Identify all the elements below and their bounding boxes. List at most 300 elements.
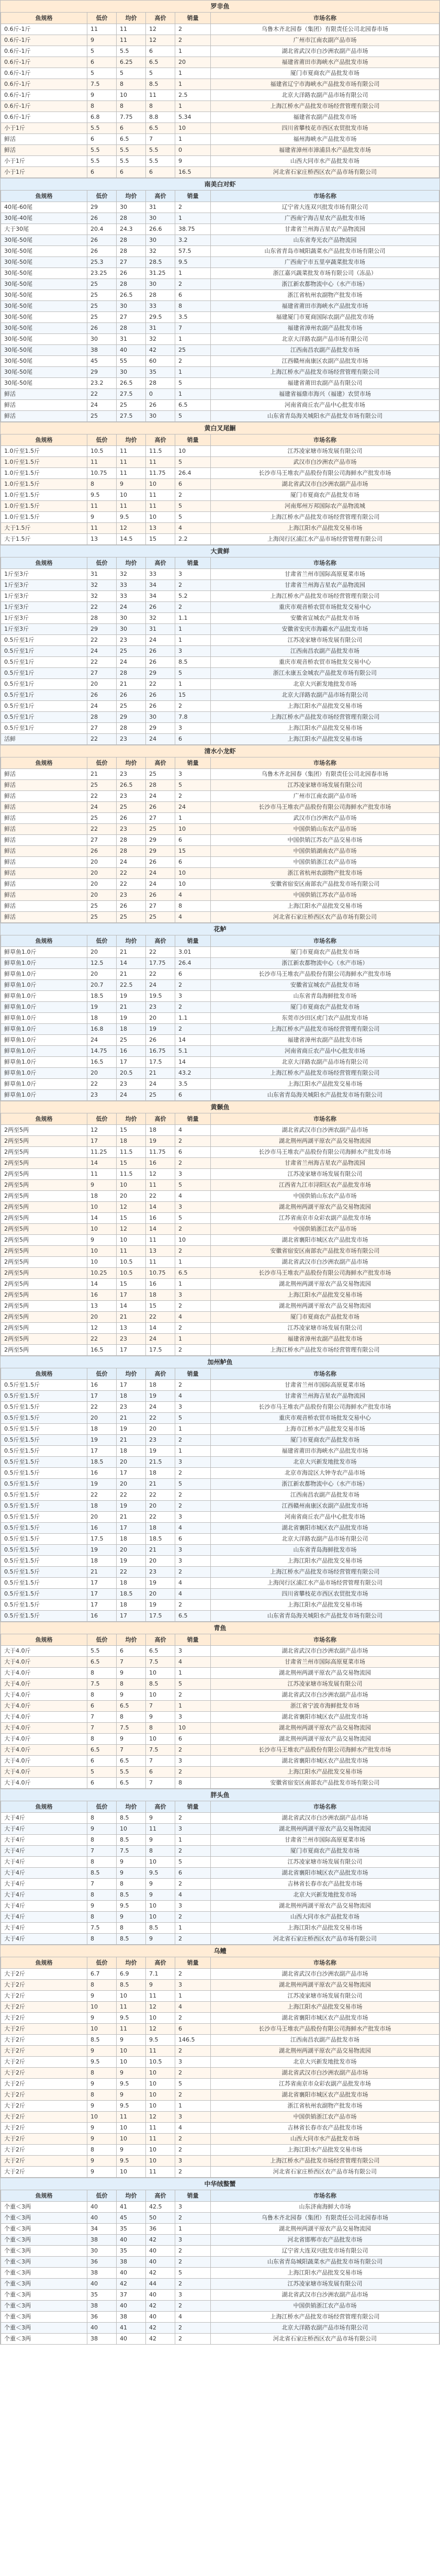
market-cell: 上海江阳水产品批发交易市场 [211, 1079, 439, 1090]
high-price-cell: 7 [146, 1756, 175, 1767]
low-price-cell: 16 [87, 1523, 117, 1534]
market-cell: 上海江阳水产品批发交易市场 [211, 1600, 439, 1611]
spec-cell: 0.5斤至1斤 [1, 712, 87, 723]
table-body [1, 446, 439, 545]
high-price-cell: 7.1 [146, 1969, 175, 1980]
volume-cell: 1 [175, 624, 211, 635]
market-cell: 江西南昌农副产品批发市场 [211, 646, 439, 657]
market-cell: 河南省商丘农产品中心批发市场 [211, 1046, 439, 1057]
avg-price-cell: 21 [117, 679, 146, 690]
table-row [1, 1501, 439, 1512]
volume-cell: 2 [175, 35, 211, 46]
price-table [1, 757, 439, 923]
volume-cell: 2 [175, 2013, 211, 2024]
high-price-cell: 0 [146, 389, 175, 400]
high-price-cell: 11 [146, 1180, 175, 1191]
low-price-cell: 17.5 [87, 1534, 117, 1545]
high-price-cell: 11 [146, 2167, 175, 2178]
high-price-cell: 13 [146, 523, 175, 534]
avg-price-cell: 40 [117, 2301, 146, 2312]
table-row [1, 523, 439, 534]
table-row [1, 411, 439, 422]
volume-cell: 2 [175, 1158, 211, 1169]
volume-cell: 2 [175, 1846, 211, 1857]
table-row [1, 1435, 439, 1446]
avg-price-cell: 9 [117, 2068, 146, 2079]
spec-cell: 大于4.0斤 [1, 1690, 87, 1701]
volume-cell: 1 [175, 68, 211, 79]
volume-cell: 4 [175, 1578, 211, 1589]
avg-price-cell: 20 [117, 1545, 146, 1556]
market-cell: 上海江桥水产品批发市场经营管理有限公司 [211, 367, 439, 378]
spec-cell: 鲜草鱼1.0斤 [1, 991, 87, 1002]
header-row [1, 191, 439, 202]
volume-cell: 3 [175, 1824, 211, 1835]
market-cell: 湖北省襄阳市城区农产品批发市场 [211, 1868, 439, 1879]
table-row [1, 1600, 439, 1611]
table-row [1, 613, 439, 624]
avg-price-cell: 8.5 [117, 1813, 146, 1824]
high-price-cell: 11 [146, 90, 175, 101]
volume-cell: 15 [175, 846, 211, 857]
spec-header: 鱼规格 [1, 1957, 87, 1969]
spec-cell: 鲜草鱼1.0斤 [1, 1035, 87, 1046]
volume-cell: 1.1 [175, 1013, 211, 1024]
market-cell: 中国供销浙江农产品市场 [211, 2112, 439, 2123]
spec-cell: 大于2斤 [1, 2024, 87, 2035]
high-price-cell: 27 [146, 901, 175, 912]
low-price-cell: 23 [87, 1090, 117, 1101]
high-price-cell: 16 [146, 1158, 175, 1169]
low-price-cell: 29 [87, 367, 117, 378]
avg-price-cell: 8 [117, 1879, 146, 1890]
high-price-cell: 8.5 [146, 1923, 175, 1934]
volume-header: 销量 [175, 1634, 211, 1646]
volume-cell: 2 [175, 701, 211, 712]
high-price-cell: 23 [146, 1567, 175, 1578]
volume-cell: 3 [175, 2057, 211, 2068]
high-price-cell: 30 [146, 712, 175, 723]
spec-cell: 1斤至3斤 [1, 624, 87, 635]
high-price-cell: 29 [146, 846, 175, 857]
high-price-cell: 9 [146, 1879, 175, 1890]
market-cell: 河南省商丘农产品中心批发市场 [211, 400, 439, 411]
market-cell: 重庆市观音桥农贸市场批发交易中心 [211, 657, 439, 668]
avg-price-cell: 24 [117, 857, 146, 868]
low-price-cell: 10 [87, 1224, 117, 1235]
high-price-cell: 24 [146, 791, 175, 802]
table-row [1, 1923, 439, 1934]
spec-cell: 大于2斤 [1, 2112, 87, 2123]
table-row [1, 1512, 439, 1523]
avg-price-cell: 8.5 [117, 1980, 146, 1991]
market-cell: 辽宁省大连双兴批发市场有限公司 [211, 2246, 439, 2257]
high-price-header: 高价 [146, 1801, 175, 1813]
table-row [1, 2290, 439, 2301]
high-price-cell: 24 [146, 1334, 175, 1345]
low-price-cell: 31 [87, 569, 117, 580]
volume-cell: 9 [175, 156, 211, 167]
table-head [1, 935, 439, 947]
price-table [1, 1113, 439, 1356]
table-row [1, 1068, 439, 1079]
table-row [1, 668, 439, 679]
high-price-cell: 10 [146, 2079, 175, 2090]
table-row [1, 890, 439, 901]
low-price-cell: 9 [87, 1235, 117, 1246]
table-body [1, 947, 439, 1101]
avg-price-cell: 10.5 [117, 1268, 146, 1279]
species-section [0, 422, 440, 545]
table-row [1, 712, 439, 723]
low-price-cell: 16.5 [87, 1345, 117, 1356]
avg-price-cell: 9.5 [117, 2013, 146, 2024]
volume-cell: 1 [175, 679, 211, 690]
volume-cell: 10 [175, 868, 211, 879]
high-price-cell: 11.75 [146, 468, 175, 479]
market-cell: 甘肃省兰州市国际高原夏菜市场 [211, 1657, 439, 1668]
market-cell: 中国供销浙江农产品市场 [211, 857, 439, 868]
price-table [1, 190, 439, 422]
market-cell: 中国供销江苏农产品交易市场 [211, 835, 439, 846]
table-row [1, 635, 439, 646]
spec-cell: 1.0斤至1.5斤 [1, 501, 87, 512]
table-row [1, 2213, 439, 2224]
market-cell: 浙江嘉兴蔬菜批发市场有限公司（冻品） [211, 268, 439, 279]
section-title: 中华绒螯蟹 [1, 2178, 439, 2190]
spec-cell: 大于1.5斤 [1, 534, 87, 545]
low-price-cell: 8 [87, 479, 117, 490]
volume-cell: 2 [175, 1468, 211, 1479]
avg-price-cell: 24 [117, 1090, 146, 1101]
market-cell: 湖北省武汉市白沙洲农副产品市场 [211, 1646, 439, 1657]
high-price-cell: 19 [146, 1391, 175, 1402]
avg-price-cell: 18 [117, 1600, 146, 1611]
avg-price-cell: 9.5 [117, 1901, 146, 1912]
avg-price-cell: 10 [117, 2134, 146, 2145]
volume-cell: 1 [175, 813, 211, 824]
spec-cell: 0.5斤至1斤 [1, 635, 87, 646]
table-row [1, 1712, 439, 1723]
high-price-cell: 6.5 [146, 123, 175, 134]
low-price-cell: 20 [87, 1512, 117, 1523]
low-price-cell: 6 [87, 1778, 117, 1789]
table-row [1, 791, 439, 802]
table-row [1, 1824, 439, 1835]
volume-cell: 2 [175, 2257, 211, 2268]
table-row [1, 657, 439, 668]
volume-cell: 4 [175, 1890, 211, 1901]
volume-header: 销量 [175, 2190, 211, 2202]
market-cell: 上海江阳水产品批发交易市场 [211, 1290, 439, 1301]
high-price-cell: 14 [146, 1323, 175, 1334]
high-price-cell: 17.5 [146, 1345, 175, 1356]
header-row [1, 1368, 439, 1380]
spec-cell: 1斤至3斤 [1, 613, 87, 624]
market-cell: 福建省莆田农副产品有限公司 [211, 378, 439, 389]
table-row [1, 1279, 439, 1290]
low-price-header: 低价 [87, 935, 117, 947]
market-header: 市场名称 [211, 1634, 439, 1646]
low-price-cell: 17 [87, 1391, 117, 1402]
low-price-cell: 6 [87, 1701, 117, 1712]
market-cell: 乌鲁木齐北园春（集团）有限责任公司北园春市场 [211, 24, 439, 35]
avg-price-cell: 9 [117, 1857, 146, 1868]
market-cell: 长沙市马王堆农产品股份有限公司海鲜水产批发市场 [211, 1402, 439, 1413]
high-price-cell: 11.5 [146, 446, 175, 457]
table-row [1, 1934, 439, 1945]
volume-cell: 2 [175, 24, 211, 35]
market-cell: 江苏省南京市众彩农副产品批发市场 [211, 2079, 439, 2090]
price-table [1, 2190, 439, 2345]
volume-cell: 6.5 [175, 400, 211, 411]
avg-price-cell: 28 [117, 235, 146, 246]
avg-price-cell: 41 [117, 2202, 146, 2213]
market-cell: 湖北省武汉市白沙洲农副产品市场 [211, 2290, 439, 2301]
low-price-cell: 8 [87, 1668, 117, 1679]
spec-cell: 1斤至3斤 [1, 591, 87, 602]
high-price-cell: 29 [146, 668, 175, 679]
spec-cell: 鲜活 [1, 868, 87, 879]
market-cell: 湖北荆州两湖平原农产品交易物流园 [211, 1136, 439, 1147]
table-row [1, 490, 439, 501]
spec-cell: 2两至5两 [1, 1158, 87, 1169]
high-price-cell: 21 [146, 1068, 175, 1079]
market-header: 市场名称 [211, 191, 439, 202]
high-price-cell: 11 [146, 1235, 175, 1246]
market-cell: 湖北省襄阳市城区农产品批发市场 [211, 2013, 439, 2024]
spec-cell: 大于2斤 [1, 2057, 87, 2068]
avg-price-cell: 14 [117, 958, 146, 969]
market-cell: 上海江阳水产品批发交易市场 [211, 1767, 439, 1778]
avg-price-cell: 23 [117, 1334, 146, 1345]
spec-cell: 小于1斤 [1, 167, 87, 178]
spec-header: 鱼规格 [1, 1801, 87, 1813]
high-price-cell: 42.5 [146, 2202, 175, 2213]
header-row [1, 1957, 439, 1969]
market-cell: 上海江桥水产品批发市场经营管理有限公司 [211, 1345, 439, 1356]
avg-price-cell: 25 [117, 701, 146, 712]
high-price-cell: 5.5 [146, 156, 175, 167]
low-price-cell: 27 [87, 835, 117, 846]
high-price-cell: 8 [146, 1723, 175, 1734]
market-cell: 上海江桥水产品批发市场经营管理有限公司 [211, 1068, 439, 1079]
high-price-cell: 10 [146, 2101, 175, 2112]
market-cell: 湖北荆州两湖平原农产品交易物流园 [211, 2224, 439, 2235]
low-price-cell: 11 [87, 1169, 117, 1180]
spec-cell: 大于2斤 [1, 2101, 87, 2112]
volume-cell: 1.1 [175, 613, 211, 624]
low-price-cell: 25 [87, 780, 117, 791]
low-price-cell: 10 [87, 1246, 117, 1257]
table-row [1, 2046, 439, 2057]
low-price-cell: 25 [87, 290, 117, 301]
market-cell: 广州市江南农副产品市场 [211, 35, 439, 46]
market-cell: 四川省攀枝花市西区农贸批发市场 [211, 123, 439, 134]
high-price-cell: 5.5 [146, 145, 175, 156]
low-price-cell: 20 [87, 1413, 117, 1424]
high-price-cell: 11 [146, 1257, 175, 1268]
avg-price-cell: 12 [117, 523, 146, 534]
spec-cell: 大于2斤 [1, 2068, 87, 2079]
table-head [1, 1801, 439, 1813]
market-cell: 江西南昌农副产品批发市场 [211, 345, 439, 356]
low-price-cell: 18 [87, 1556, 117, 1567]
market-cell: 河北省石家庄桥西区农产品市场有限公司 [211, 2334, 439, 2345]
spec-cell: 大于2斤 [1, 2145, 87, 2156]
market-cell: 甘肃省兰州海吉星农产品物流园 [211, 224, 439, 235]
avg-price-cell: 23 [117, 791, 146, 802]
table-row [1, 2134, 439, 2145]
avg-price-header: 均价 [117, 13, 146, 24]
table-row [1, 2323, 439, 2334]
table-row [1, 1723, 439, 1734]
table-row [1, 1345, 439, 1356]
table-row [1, 156, 439, 167]
avg-price-cell: 20.5 [117, 1068, 146, 1079]
avg-price-cell: 10 [117, 490, 146, 501]
header-row [1, 557, 439, 569]
market-cell: 北京大洋路农副产品市场有限公司 [211, 334, 439, 345]
low-price-cell: 26 [87, 213, 117, 224]
volume-cell: 4 [175, 1125, 211, 1136]
market-cell: 江苏凌家塘市场发展有限公司 [211, 1169, 439, 1180]
high-price-cell: 22 [146, 947, 175, 958]
table-row [1, 1778, 439, 1789]
species-section [0, 2178, 440, 2345]
volume-cell: 6.5 [175, 1268, 211, 1279]
avg-price-cell: 25 [117, 646, 146, 657]
volume-cell: 3.2 [175, 235, 211, 246]
market-cell: 河北省石家庄桥西区农产品市场有限公司 [211, 912, 439, 923]
avg-price-cell: 18 [117, 1136, 146, 1147]
low-price-cell: 9 [87, 2156, 117, 2167]
market-cell: 长沙市马王堆农产品股份有限公司海鲜水产批发市场 [211, 802, 439, 813]
species-section [0, 1622, 440, 1789]
market-cell: 湖北省襄阳市城区农产品批发市场 [211, 2090, 439, 2101]
market-cell: 北京大兴新发地批发市场 [211, 1890, 439, 1901]
volume-cell: 4 [175, 2123, 211, 2134]
low-price-cell: 19 [87, 1435, 117, 1446]
market-cell: 北京大兴新发地批发市场 [211, 2057, 439, 2068]
avg-price-cell: 19 [117, 1501, 146, 1512]
volume-cell: 3 [175, 646, 211, 657]
table-row [1, 479, 439, 490]
table-row [1, 213, 439, 224]
avg-price-cell: 10 [117, 2057, 146, 2068]
spec-header: 鱼规格 [1, 757, 87, 769]
low-price-cell: 9 [87, 90, 117, 101]
high-price-cell: 24 [146, 868, 175, 879]
avg-price-cell: 17 [117, 1380, 146, 1391]
high-price-cell: 24 [146, 980, 175, 991]
avg-price-cell: 27.5 [117, 411, 146, 422]
table-body [1, 1969, 439, 2178]
avg-price-cell: 17 [117, 1290, 146, 1301]
high-price-cell: 22 [146, 1512, 175, 1523]
volume-cell: 2 [175, 202, 211, 213]
high-price-header: 高价 [146, 191, 175, 202]
volume-cell: 4 [175, 1391, 211, 1402]
spec-cell: 个重＜3两 [1, 2268, 87, 2279]
spec-cell: 0.5斤至1.5斤 [1, 1435, 87, 1446]
table-row [1, 1079, 439, 1090]
spec-cell: 0.5斤至1.5斤 [1, 1589, 87, 1600]
spec-cell: 0.5斤至1.5斤 [1, 1468, 87, 1479]
volume-cell: 2 [175, 980, 211, 991]
avg-price-header: 均价 [117, 434, 146, 446]
table-row [1, 1901, 439, 1912]
volume-cell: 1 [175, 635, 211, 646]
low-price-cell: 8 [87, 2090, 117, 2101]
avg-price-cell: 5.5 [117, 145, 146, 156]
low-price-cell: 40 [87, 2213, 117, 2224]
volume-header: 销量 [175, 191, 211, 202]
table-body [1, 1813, 439, 1945]
low-price-cell: 16 [87, 1290, 117, 1301]
market-cell: 上海江桥水产品批发市场经营管理有限公司 [211, 2312, 439, 2323]
high-price-header: 高价 [146, 2190, 175, 2202]
high-price-cell: 10 [146, 1912, 175, 1923]
low-price-cell: 17 [87, 1589, 117, 1600]
volume-cell: 43.2 [175, 1068, 211, 1079]
table-row [1, 2145, 439, 2156]
high-price-cell: 9 [146, 1934, 175, 1945]
table-row [1, 2246, 439, 2257]
low-price-cell: 5.5 [87, 145, 117, 156]
low-price-cell: 24 [87, 802, 117, 813]
table-row [1, 2279, 439, 2290]
low-price-cell: 22 [87, 635, 117, 646]
market-cell: 上海江阳水产品批发交易市场 [211, 701, 439, 712]
spec-cell: 个重＜3两 [1, 2290, 87, 2301]
spec-cell: 大于4.0斤 [1, 1734, 87, 1745]
avg-price-cell: 11.5 [117, 1147, 146, 1158]
species-section [0, 1356, 440, 1622]
market-cell: 山西大同市水产品批发市场 [211, 2134, 439, 2145]
market-cell: 浙江省杭州农副物产批发市场 [211, 2101, 439, 2112]
high-price-cell: 12 [146, 24, 175, 35]
high-price-cell: 11 [146, 1991, 175, 2002]
spec-cell: 0.5斤至1斤 [1, 701, 87, 712]
avg-price-cell: 28 [117, 323, 146, 334]
spec-cell: 30尾-50尾 [1, 279, 87, 290]
low-price-cell: 7 [87, 1879, 117, 1890]
volume-cell: 1 [175, 1257, 211, 1268]
volume-cell: 2 [175, 791, 211, 802]
spec-header: 鱼规格 [1, 557, 87, 569]
high-price-cell: 24 [146, 1402, 175, 1413]
high-price-cell: 19.5 [146, 991, 175, 1002]
table-row [1, 1013, 439, 1024]
high-price-cell: 32 [146, 246, 175, 257]
table-row [1, 1213, 439, 1224]
market-cell: 上海市江桥水产品批发交易市场 [211, 1424, 439, 1435]
high-price-cell: 7 [146, 1778, 175, 1789]
spec-cell: 30尾-50尾 [1, 290, 87, 301]
avg-price-cell: 21 [117, 1435, 146, 1446]
volume-cell: 8.5 [175, 657, 211, 668]
low-price-cell: 20 [87, 679, 117, 690]
high-price-cell: 42 [146, 345, 175, 356]
volume-cell: 5 [175, 501, 211, 512]
low-price-cell: 7.5 [87, 1679, 117, 1690]
high-price-cell: 18 [146, 1468, 175, 1479]
section-title: 乌鳢 [1, 1945, 439, 1957]
volume-cell: 2 [175, 2334, 211, 2345]
volume-cell: 2 [175, 1501, 211, 1512]
low-price-cell: 10 [87, 2024, 117, 2035]
